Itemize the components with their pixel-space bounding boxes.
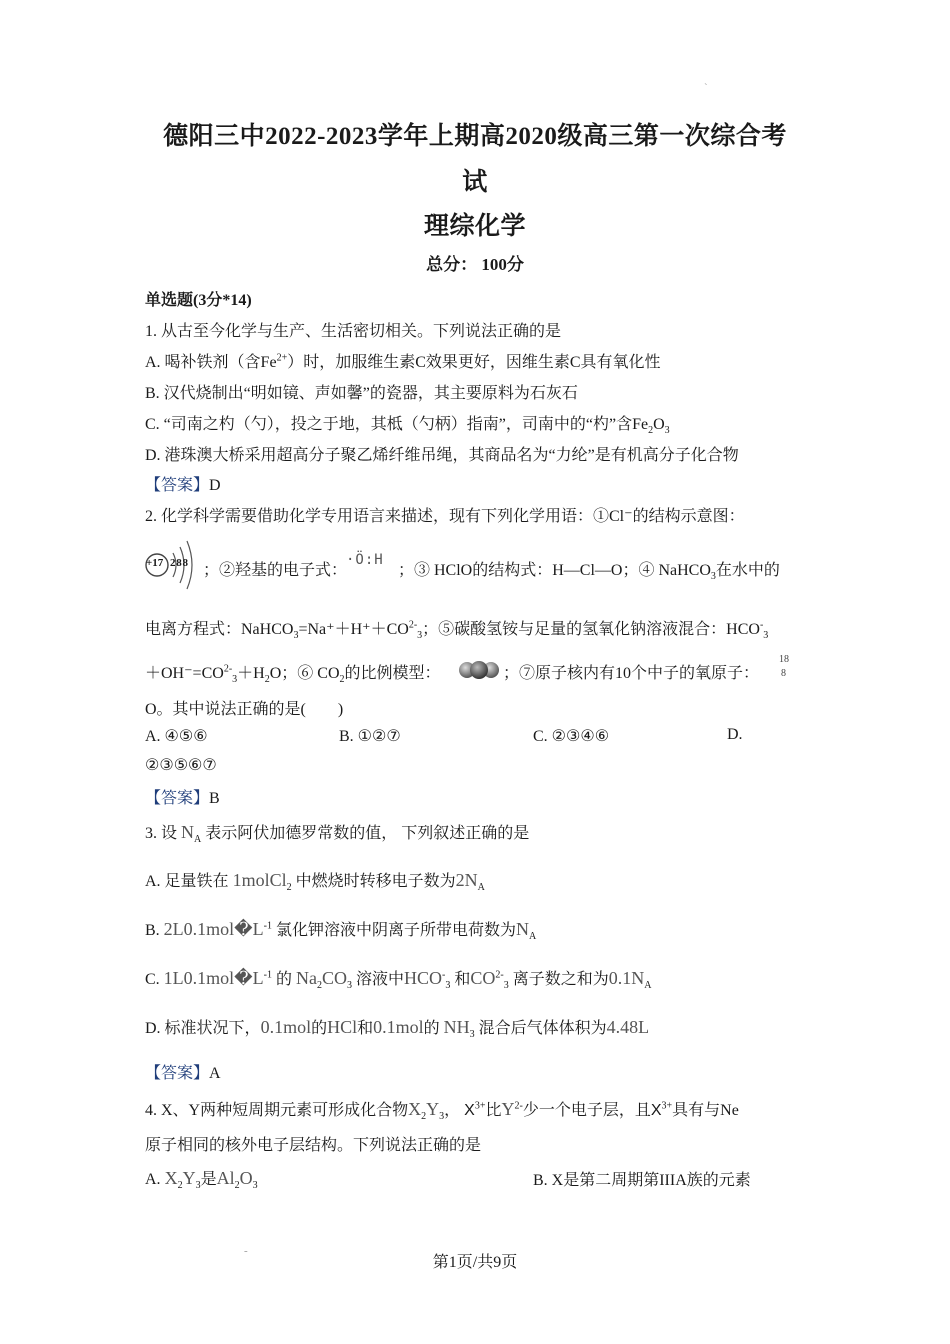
page-number: 第1页/共9页 (432, 1254, 518, 1271)
q2-option-c: C. ②③④⑥ (533, 728, 610, 745)
q2-line3: 电离方程式：$NaHCO_3=Na^++H^++CO^{2-}_3$；⑤碳酸氢铵与足量的氢氧化钠溶液混合：$HCO^-_3$ (145, 619, 769, 642)
chloride-ion-diagram (143, 536, 203, 594)
total-score: 总分： 100分 (426, 255, 524, 274)
q1-stem: 1. 从古至今化学与生产、生活密切相关。下列说法正确的是 (145, 323, 562, 340)
co2-space-filling-model (457, 658, 501, 682)
q1-option-b: B. 汉代烧制出“明如镜、声如馨”的瓷器，其主要原料为石灰石 (145, 385, 578, 402)
subject-title: 理综化学 (423, 213, 526, 240)
q2-option-d: D. (727, 726, 743, 743)
q2-option-b: B. ①②⑦ (339, 728, 401, 745)
q3-stem: 3. 设 $N_A$ 表示阿伏加德罗常数的值， 下列叙述正确的是 (145, 822, 530, 846)
q3-option-b: B. $2L0.1mol�L^{-1}$ 氯化钾溶液中阴离子所带电荷数为$N_A$ (145, 919, 537, 943)
stray-mark: ˋ (704, 82, 708, 94)
hydroxyl-electron-formula: ·Ö:H (346, 552, 384, 568)
q4-option-b: B. X是第二周期第IIIA族的元素 (533, 1172, 751, 1189)
nucleus-charge: +17 (146, 557, 164, 569)
q4-stem-cont: 原子相同的核外电子层结构。下列说法正确的是 (145, 1137, 482, 1154)
q4-stem: 4. X、Y两种短周期元素可形成化合物$X_2Y_3$， $X^{3+}$比$Y^{2-}$少一个电子层，且$X^{3+}$具有与Ne (145, 1099, 739, 1123)
q3-option-d: D. 标准状况下，0.1mol的HCl和0.1mol的 $NH_3$ 混合后气体体积为4.48L (145, 1017, 650, 1041)
q2-line2-b: ；③ HClO的结构式：H—Cl—O；④ NaHCO$_3$在水中的 (398, 562, 780, 583)
q3-answer: 【答案】A (145, 1065, 221, 1082)
q2-line4-a: $+OH^-=CO^{2-}_3+H_2O$；⑥ $CO_2$的比例模型： (145, 663, 441, 686)
q2-answer: 【答案】B (145, 790, 220, 807)
electron-shells: 2 8 8 (170, 557, 187, 569)
q1-option-d: D. 港珠澳大桥采用超高分子聚乙烯纤维吊绳，其商品名为“力纶”是有机高分子化合物 (145, 447, 739, 464)
q2-line2-a: ；②羟基的电子式： (203, 562, 348, 579)
q3-option-c: C. $1L0.1mol�L^{-1}$ 的 $Na_2CO_3$ 溶液中$HCO^-_3$ 和$CO^{2-}_3$ 离子数之和为$0.1N_A$ (145, 968, 652, 992)
q1-option-a: A. 喝补铁剂（含$Fe^{2+}$）时，加服维生素C效果更好，因维生素C具有氧化性 (145, 352, 661, 371)
q2-line4-b: ；⑦原子核内有10个中子的氧原子： (503, 665, 760, 682)
isotope-mass-number: 18 (779, 654, 789, 665)
q2-option-d-cont: ②③⑤⑥⑦ (145, 757, 217, 774)
q1-option-c: C. “司南之杓（勺），投之于地，其柢（勺柄）指南”，司南中的“杓”含$Fe_2O_3$ (145, 416, 670, 437)
q1-answer: 【答案】D (145, 477, 221, 494)
section-heading: 单选题(3分*14) (145, 292, 252, 309)
page-title: 德阳三中2022-2023学年上期高2020级高三第一次综合考 (163, 123, 787, 150)
isotope-atomic-number: 8 (781, 668, 786, 679)
q2-line5: O。其中说法正确的是( ) (145, 701, 344, 718)
q2-option-a: A. ④⑤⑥ (145, 728, 208, 745)
page-title-cont: 试 (462, 169, 488, 196)
q3-option-a: A. 足量铁在 1molCl$_2$ 中燃烧时转移电子数为$2N_A$ (145, 870, 485, 894)
stray-mark: - (244, 1245, 248, 1257)
q2-stem: 2. 化学科学需要借助化学专用语言来描述，现有下列化学用语：①Cl⁻的结构示意图： (145, 508, 745, 525)
q4-option-a: A. $X_2Y_3$是$Al_2O_3$ (145, 1168, 258, 1192)
